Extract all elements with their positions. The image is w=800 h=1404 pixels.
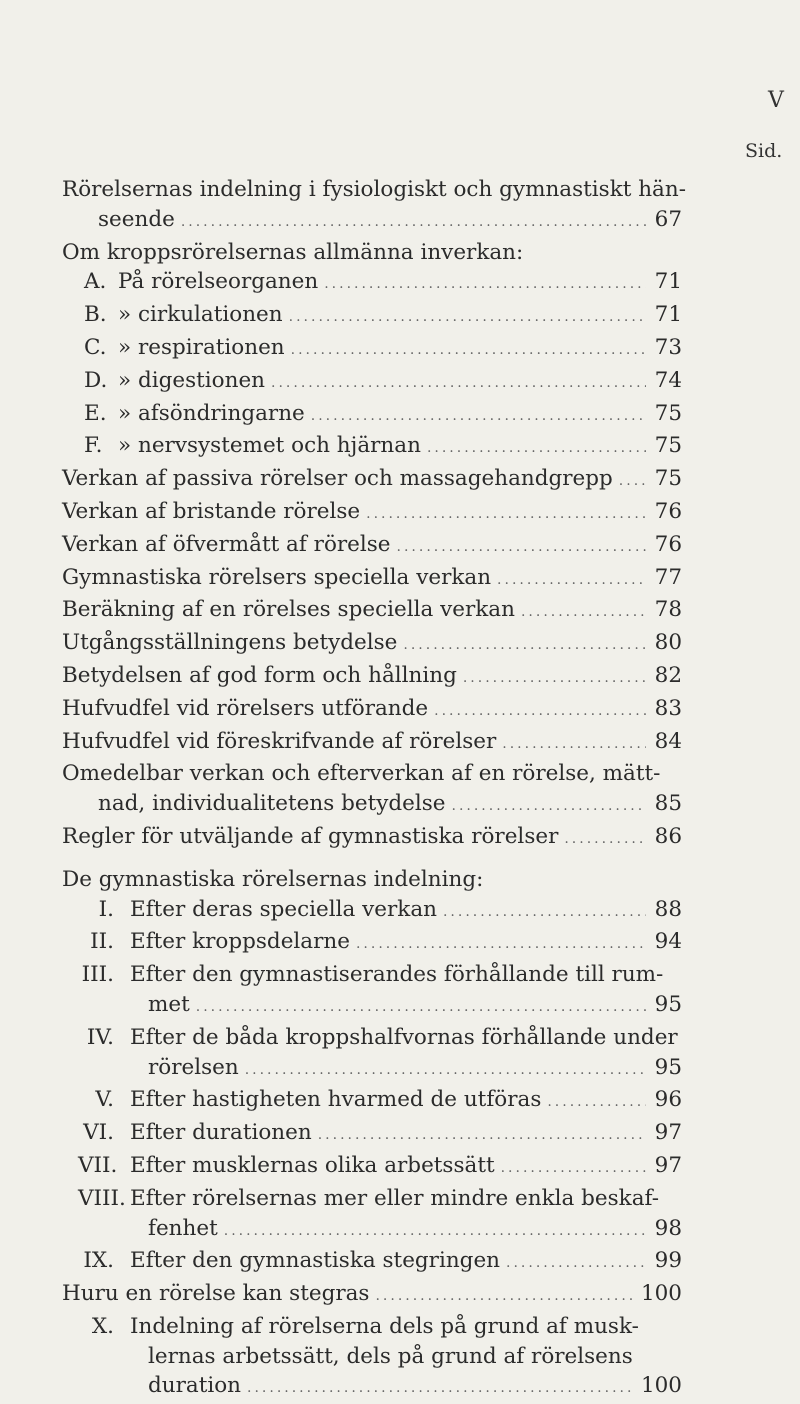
toc-page-number: 97 — [654, 1120, 682, 1146]
toc-entry — [62, 175, 686, 238]
toc-entry-text: Huru en rörelse kan stegras — [62, 1281, 370, 1307]
leader-dots — [196, 993, 646, 1023]
toc-entry — [62, 333, 682, 366]
toc-page-number: 98 — [654, 1215, 682, 1241]
toc-page-number: 99 — [654, 1248, 682, 1274]
toc-page-number: 94 — [654, 929, 682, 955]
toc-page-number: 88 — [654, 896, 682, 922]
leader-dots — [619, 467, 646, 497]
leader-dots — [427, 434, 646, 464]
toc-page-number: 71 — [654, 269, 682, 295]
toc-entry — [62, 759, 682, 822]
toc-page-number: 83 — [654, 695, 682, 721]
toc-entry-text: Utgångsställningens betydelse — [62, 630, 398, 656]
toc-entry-mark: X. — [91, 1313, 114, 1339]
toc-entry-mark: VII. — [78, 1152, 118, 1178]
toc-entry-mark: VIII. — [78, 1185, 126, 1211]
toc-entry — [62, 399, 682, 432]
toc-entry-text: Efter durationen — [130, 1120, 312, 1146]
toc-entry — [62, 694, 682, 727]
leader-dots — [181, 208, 646, 238]
toc-entry-text-cont: fenhet — [148, 1215, 218, 1241]
toc-entry — [62, 895, 682, 928]
toc-entry-mark: III. — [81, 962, 114, 988]
toc-entry — [62, 1184, 682, 1247]
toc-page-number: 71 — [654, 302, 682, 328]
toc-entry-text: Rörelsernas indelning i fysiologiskt och gymnastiskt hän- — [62, 177, 686, 202]
toc-entry — [62, 628, 682, 661]
toc-entry-text: Efter deras speciella verkan — [130, 896, 437, 922]
toc-page-number: 86 — [654, 823, 682, 849]
toc-page-number: 75 — [654, 433, 682, 459]
leader-dots — [497, 566, 646, 596]
toc-section-heading — [62, 238, 682, 268]
toc-entry-text: Regler för utväljande af gymnastiska rörelser — [62, 823, 559, 849]
toc-entry-mark: C. — [84, 334, 107, 360]
toc-entry-text: Verkan af passiva rörelser och massagehandgrepp — [62, 466, 613, 492]
toc-entry-text: Verkan af bristande rörelse — [62, 498, 361, 524]
toc-entry — [62, 661, 682, 694]
toc-entry — [62, 727, 682, 760]
toc-entry-text: Hufvudfel vid föreskrifvande af rörelser — [62, 728, 497, 754]
leader-dots — [521, 598, 646, 628]
leader-dots — [403, 631, 646, 661]
toc-entry-text: Indelning af rörelserna dels på grund af musk- — [130, 1313, 639, 1339]
toc-entry-mark: B. — [84, 302, 107, 328]
leader-dots — [564, 825, 646, 855]
toc-page-number: 74 — [654, 367, 682, 393]
toc-entry — [62, 1151, 682, 1184]
toc-page-number: 73 — [654, 334, 682, 360]
leader-dots — [224, 1217, 646, 1247]
leader-dots — [324, 270, 646, 300]
toc-page-number: 95 — [654, 1054, 682, 1080]
toc-entry — [62, 1023, 682, 1086]
toc-entry — [62, 1312, 682, 1404]
leader-dots — [375, 1282, 634, 1312]
toc-page-number: 84 — [654, 728, 682, 754]
toc-page-number: 76 — [654, 531, 682, 557]
toc-entry-text: » cirkulationen — [118, 302, 283, 328]
toc-page-number: 80 — [654, 630, 682, 656]
leader-dots — [434, 697, 646, 727]
toc-page-number: 77 — [654, 564, 682, 590]
toc-entry-text: » nervsystemet och hjärnan — [118, 433, 421, 459]
toc-entry — [62, 431, 682, 464]
toc-entry-text: » afsöndringarne — [118, 400, 305, 426]
leader-dots — [311, 402, 646, 432]
toc-entry-text-cont: rörelsen — [148, 1054, 239, 1080]
leader-dots — [247, 1374, 635, 1404]
toc-page-number: 76 — [654, 498, 682, 524]
leader-dots — [502, 730, 646, 760]
toc-entry-mark: II. — [90, 929, 114, 955]
toc-entry-mark: E. — [84, 400, 107, 426]
toc-entry — [62, 530, 682, 563]
toc-entry — [62, 960, 682, 1023]
toc-entry-text: Efter de båda kroppshalfvornas förhållande under — [130, 1024, 678, 1050]
page-column-label: Sid. — [745, 140, 783, 162]
page-number: V — [768, 88, 784, 113]
toc-page-number: 67 — [654, 206, 682, 232]
toc-entry-mark: F. — [84, 433, 103, 459]
toc-page-number: 82 — [654, 662, 682, 688]
toc-entry — [62, 1279, 682, 1312]
leader-dots — [547, 1088, 646, 1118]
toc-page-number: 78 — [654, 597, 682, 623]
leader-dots — [506, 1249, 646, 1279]
toc-entry-mark: IV. — [86, 1024, 114, 1050]
toc-entry-mark: VI. — [83, 1120, 114, 1146]
toc-entry-text: Verkan af öfvermått af rörelse — [62, 531, 391, 557]
toc-entry — [62, 563, 682, 596]
toc-page-number: 96 — [654, 1087, 682, 1113]
toc-entry-text: Efter den gymnastiserandes förhållande till rum- — [130, 962, 664, 988]
toc-entry-text-cont: lernas arbetssätt, dels på grund af rörelsens — [148, 1343, 633, 1369]
toc-page-number: 95 — [654, 991, 682, 1017]
leader-dots — [271, 369, 646, 399]
toc-entry-text: Gymnastiska rörelsers speciella verkan — [62, 564, 492, 590]
toc-page-number: 100 — [640, 1373, 682, 1399]
toc-entry-text-cont: nad, individualitetens betydelse — [98, 791, 446, 817]
leader-dots — [356, 930, 646, 960]
toc-entry-text: Efter rörelsernas mer eller mindre enkla beskaf- — [130, 1185, 659, 1211]
toc-entry — [62, 366, 682, 399]
toc-entry — [62, 595, 682, 628]
table-of-contents — [62, 175, 686, 1404]
toc-entry — [62, 497, 682, 530]
toc-entry-text: Efter musklernas olika arbetssätt — [130, 1152, 495, 1178]
leader-dots — [245, 1056, 646, 1086]
toc-entry-text: » respirationen — [118, 334, 285, 360]
toc-page-number: 85 — [654, 791, 682, 817]
toc-entry — [62, 1246, 682, 1279]
toc-entry-text: Efter hastigheten hvarmed de utföras — [130, 1087, 542, 1113]
toc-entry-text: Betydelsen af god form och hållning — [62, 662, 457, 688]
toc-entry-text: Hufvudfel vid rörelsers utförande — [62, 695, 429, 721]
toc-page-number: 75 — [654, 466, 682, 492]
toc-entry-text: På rörelseorganen — [118, 269, 319, 295]
toc-heading-text: De gymnastiska rörelsernas indelning: — [62, 866, 484, 892]
toc-entry-text: Efter den gymnastiska stegringen — [130, 1248, 501, 1274]
leader-dots — [318, 1121, 646, 1151]
leader-dots — [463, 664, 646, 694]
leader-dots — [452, 792, 647, 822]
toc-entry-text: Omedelbar verkan och efterverkan af en rörelse, mätt- — [62, 761, 661, 787]
leader-dots — [366, 500, 646, 530]
toc-entry-text: Efter kroppsdelarne — [130, 929, 350, 955]
toc-entry-mark: D. — [84, 367, 108, 393]
toc-entry-mark: A. — [84, 269, 107, 295]
toc-entry — [62, 822, 682, 855]
toc-entry — [62, 267, 682, 300]
toc-entry — [62, 927, 682, 960]
toc-entry-text-cont: duration — [148, 1373, 242, 1399]
toc-page-number: 75 — [654, 400, 682, 426]
toc-entry — [62, 300, 682, 333]
toc-heading-text: Om kroppsrörelsernas allmänna inverkan: — [62, 239, 524, 265]
toc-entry — [62, 464, 682, 497]
leader-dots — [291, 336, 646, 366]
toc-page-number: 100 — [640, 1281, 682, 1307]
toc-entry-mark: V. — [95, 1087, 114, 1113]
toc-entry-text: Beräkning af en rörelses speciella verkan — [62, 597, 515, 623]
toc-entry — [62, 1085, 682, 1118]
toc-entry-mark: IX. — [83, 1248, 114, 1274]
toc-entry-text-cont: seende — [98, 206, 175, 232]
toc-entry-text-cont: met — [148, 991, 190, 1017]
toc-entry — [62, 1118, 682, 1151]
leader-dots — [289, 303, 646, 333]
toc-section-heading — [62, 865, 682, 895]
leader-dots — [397, 533, 646, 563]
toc-page-number: 97 — [654, 1152, 682, 1178]
toc-entry-text: » digestionen — [118, 367, 266, 393]
leader-dots — [501, 1154, 646, 1184]
toc-entry-mark: I. — [98, 896, 114, 922]
leader-dots — [443, 898, 646, 928]
